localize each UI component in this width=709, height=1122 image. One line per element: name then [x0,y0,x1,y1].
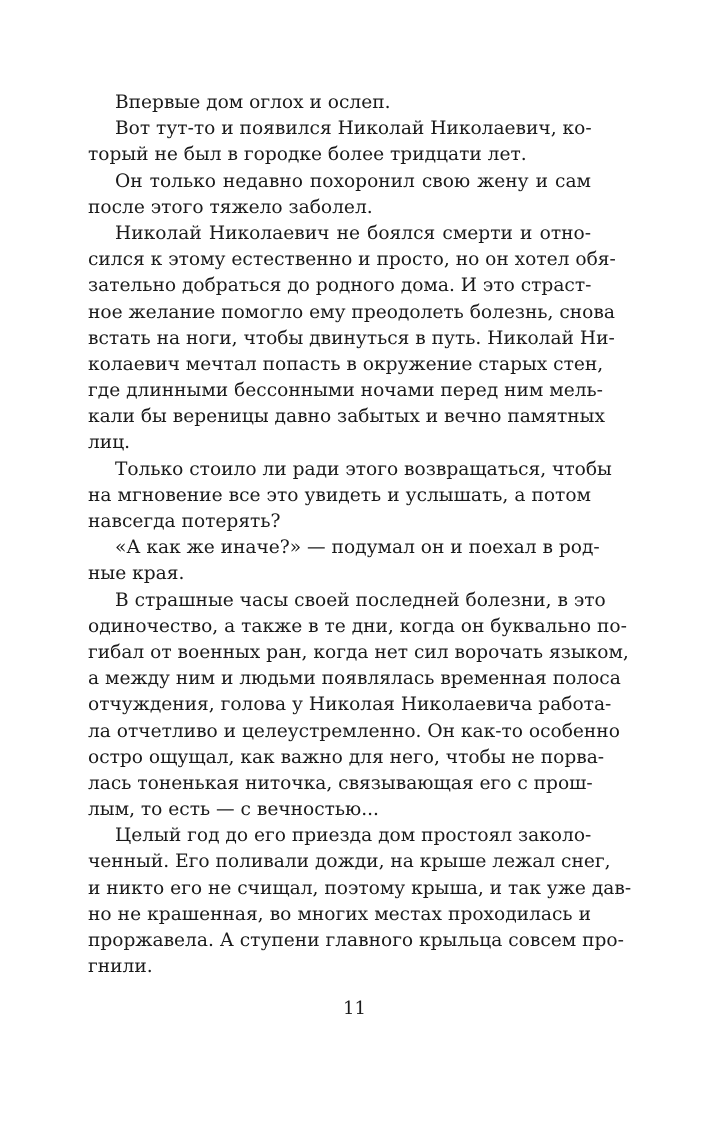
text-line: лым, то есть — с вечностью... [88,799,379,821]
text-line: Целый год до его приезда дом простоял заколо- [115,825,592,847]
text-line: на мгновение все это увидеть и услышать, а потом [88,484,591,506]
text-line: одиночество, а также в те дни, когда он буквально по- [88,615,627,637]
text-line: зательно добраться до родного дома. И это страст- [88,275,592,297]
text-line: а между ним и людьми появлялась временная полоса [88,668,621,690]
text-line: В страшные часы своей последней болезни, в это [115,589,606,611]
text-line: гнили. [88,956,153,978]
text-line: и никто его не счищал, поэтому крыша, и так уже дав- [88,877,632,899]
text-line: после этого тяжело заболел. [88,196,373,218]
text-line: кали бы вереницы давно забытых и вечно памятных [88,406,605,428]
text-line: «А как же иначе?» — подумал он и поехал в род- [115,537,600,559]
text-line: Он только недавно похоронил свою жену и сам [115,170,591,192]
text-line: лиц. [88,432,131,454]
text-line: где длинными бессонными ночами перед ним мель- [88,380,603,402]
text-line: Только стоило ли ради этого возвращаться, чтобы [115,458,612,480]
text-line: ченный. Его поливали дожди, на крыше лежал снег, [88,851,611,873]
text-line: колаевич мечтал попасть в окружение старых стен, [88,353,604,375]
text-line: ное желание помогло ему преодолеть болезнь, снова [88,301,615,323]
page-number: 11 [343,998,366,1019]
text-line: Вот тут-то и появился Николай Николаевич, ко- [115,118,592,140]
text-line: остро ощущал, как важно для него, чтобы не порва- [88,746,605,768]
text-line: встать на ноги, чтобы двинуться в путь. Николай Ни- [88,327,615,349]
text-line: отчуждения, голова у Николая Николаевича работа- [88,694,612,716]
text-line: сился к этому естественно и просто, но он хотел обя- [88,249,616,271]
text-line: ные края. [88,563,185,585]
text-line: Впервые дом оглох и ослеп. [115,92,391,113]
text-line: навсегда потерять? [88,511,281,532]
text-line: Николай Николаевич не боялся смерти и отно- [115,222,591,244]
text-line: лась тоненькая ниточка, связывающая его с прош- [88,772,593,794]
text-line: проржавела. А ступени главного крыльца совсем про- [88,930,624,951]
text-line: гибал от военных ран, когда нет сил ворочать языком, [88,641,629,663]
body-text [88,90,632,980]
text-line: торый не был в городке более тридцати лет. [88,144,527,166]
text-line: но не крашенная, во многих местах проходилась и [88,903,591,925]
text-line: ла отчетливо и целеустремленно. Он как-то особенно [88,720,620,742]
